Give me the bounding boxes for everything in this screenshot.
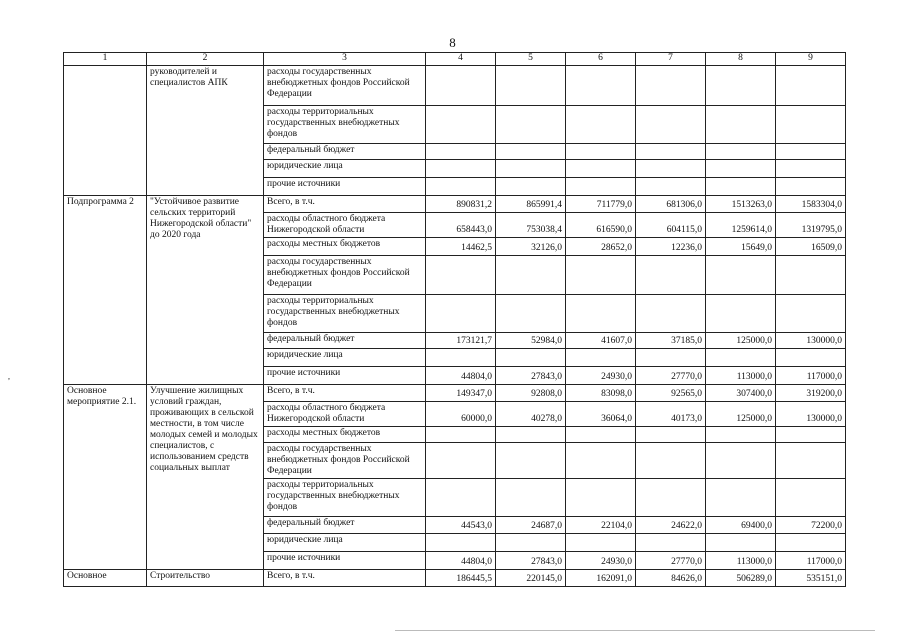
amount-cell: 173121,7 <box>426 333 496 349</box>
header-cell: 7 <box>636 53 706 66</box>
amount-cell: 307400,0 <box>706 385 776 402</box>
amount-cell: 44543,0 <box>426 517 496 534</box>
amount-cell <box>426 178 496 196</box>
program-code-cell: Основное <box>64 570 147 587</box>
funding-source-cell: прочие источники <box>264 552 426 570</box>
table-row <box>64 196 846 213</box>
amount-cell <box>496 160 566 178</box>
amount-cell: 27770,0 <box>636 552 706 570</box>
amount-cell: 69400,0 <box>706 517 776 534</box>
amount-cell <box>636 479 706 517</box>
amount-cell <box>426 534 496 552</box>
amount-cell: 22104,0 <box>566 517 636 534</box>
amount-cell: 40278,0 <box>496 402 566 427</box>
budget-table <box>63 52 846 587</box>
amount-cell <box>776 295 846 333</box>
amount-cell: 83098,0 <box>566 385 636 402</box>
amount-cell <box>636 534 706 552</box>
amount-cell: 604115,0 <box>636 213 706 238</box>
funding-source-cell: юридические лица <box>264 349 426 367</box>
amount-cell <box>426 443 496 479</box>
page-edge-line <box>395 630 875 631</box>
amount-cell <box>426 106 496 144</box>
amount-cell <box>426 295 496 333</box>
funding-source-cell: юридические лица <box>264 534 426 552</box>
amount-cell: 52984,0 <box>496 333 566 349</box>
funding-source-cell: расходы государственных внебюджетных фондов Российской Федерации <box>264 66 426 106</box>
amount-cell: 60000,0 <box>426 402 496 427</box>
amount-cell <box>776 479 846 517</box>
amount-cell: 44804,0 <box>426 367 496 385</box>
funding-source-cell: расходы государственных внебюджетных фондов Российской Федерации <box>264 443 426 479</box>
amount-cell <box>776 534 846 552</box>
header-cell: 8 <box>706 53 776 66</box>
amount-cell <box>496 295 566 333</box>
amount-cell <box>776 427 846 443</box>
amount-cell <box>566 295 636 333</box>
amount-cell: 753038,4 <box>496 213 566 238</box>
amount-cell <box>426 349 496 367</box>
funding-source-cell: расходы территориальных государственных внебюджетных фондов <box>264 106 426 144</box>
amount-cell <box>706 178 776 196</box>
funding-source-cell: юридические лица <box>264 160 426 178</box>
amount-cell: 125000,0 <box>706 333 776 349</box>
table-row <box>64 66 846 106</box>
amount-cell <box>496 106 566 144</box>
program-name-cell: Строительство <box>147 570 264 587</box>
amount-cell <box>706 106 776 144</box>
amount-cell: 92565,0 <box>636 385 706 402</box>
amount-cell <box>566 66 636 106</box>
amount-cell: 92808,0 <box>496 385 566 402</box>
amount-cell <box>706 479 776 517</box>
amount-cell: 658443,0 <box>426 213 496 238</box>
amount-cell <box>566 178 636 196</box>
amount-cell <box>706 256 776 295</box>
header-cell: 6 <box>566 53 636 66</box>
amount-cell <box>426 256 496 295</box>
amount-cell <box>636 144 706 160</box>
amount-cell: 28652,0 <box>566 238 636 256</box>
amount-cell: 15649,0 <box>706 238 776 256</box>
amount-cell: 36064,0 <box>566 402 636 427</box>
funding-source-cell: расходы местных бюджетов <box>264 238 426 256</box>
amount-cell: 117000,0 <box>776 552 846 570</box>
amount-cell <box>776 106 846 144</box>
funding-source-cell: расходы областного бюджета Нижегородской области <box>264 213 426 238</box>
program-name-cell: "Устойчивое развитие сельских территорий Нижегородской области" до 2020 года <box>147 196 264 385</box>
amount-cell: 12236,0 <box>636 238 706 256</box>
amount-cell: 506289,0 <box>706 570 776 587</box>
amount-cell: 319200,0 <box>776 385 846 402</box>
funding-source-cell: расходы областного бюджета Нижегородской области <box>264 402 426 427</box>
amount-cell <box>636 178 706 196</box>
amount-cell: 32126,0 <box>496 238 566 256</box>
amount-cell <box>776 256 846 295</box>
header-cell: 9 <box>776 53 846 66</box>
amount-cell <box>706 144 776 160</box>
amount-cell <box>426 479 496 517</box>
funding-source-cell: расходы территориальных государственных внебюджетных фондов <box>264 479 426 517</box>
page-number: 8 <box>449 35 456 50</box>
amount-cell <box>426 144 496 160</box>
amount-cell <box>566 443 636 479</box>
program-name-cell: руководителей и специалистов АПК <box>147 66 264 196</box>
amount-cell: 27770,0 <box>636 367 706 385</box>
program-code-cell: Основное мероприятие 2.1. <box>64 385 147 570</box>
amount-cell <box>706 427 776 443</box>
amount-cell <box>706 349 776 367</box>
amount-cell: 14462,5 <box>426 238 496 256</box>
amount-cell: 24622,0 <box>636 517 706 534</box>
program-name-cell: Улучшение жилищных условий граждан, проживающих в сельской местности, в том числе молодых семей и молодых специалистов, с использованием средств социальных выплат <box>147 385 264 570</box>
amount-cell <box>636 66 706 106</box>
amount-cell: 113000,0 <box>706 552 776 570</box>
amount-cell: 220145,0 <box>496 570 566 587</box>
funding-source-cell: Всего, в т.ч. <box>264 196 426 213</box>
amount-cell <box>636 443 706 479</box>
program-code-cell: Подпрограмма 2 <box>64 196 147 385</box>
amount-cell: 117000,0 <box>776 367 846 385</box>
amount-cell <box>776 443 846 479</box>
amount-cell: 16509,0 <box>776 238 846 256</box>
amount-cell: 130000,0 <box>776 333 846 349</box>
amount-cell <box>496 479 566 517</box>
amount-cell <box>776 349 846 367</box>
amount-cell: 616590,0 <box>566 213 636 238</box>
funding-source-cell: Всего, в т.ч. <box>264 570 426 587</box>
header-cell: 5 <box>496 53 566 66</box>
amount-cell: 162091,0 <box>566 570 636 587</box>
program-code-cell <box>64 66 147 196</box>
amount-cell <box>496 178 566 196</box>
amount-cell <box>636 106 706 144</box>
amount-cell <box>566 427 636 443</box>
amount-cell <box>776 178 846 196</box>
amount-cell <box>496 427 566 443</box>
header-cell: 2 <box>147 53 264 66</box>
amount-cell <box>496 256 566 295</box>
funding-source-cell: федеральный бюджет <box>264 333 426 349</box>
amount-cell <box>636 160 706 178</box>
amount-cell: 1259614,0 <box>706 213 776 238</box>
amount-cell <box>566 160 636 178</box>
amount-cell <box>496 443 566 479</box>
amount-cell <box>776 160 846 178</box>
amount-cell <box>636 349 706 367</box>
funding-source-cell: расходы государственных внебюджетных фондов Российской Федерации <box>264 256 426 295</box>
amount-cell: 37185,0 <box>636 333 706 349</box>
amount-cell: 711779,0 <box>566 196 636 213</box>
amount-cell: 27843,0 <box>496 367 566 385</box>
amount-cell: 41607,0 <box>566 333 636 349</box>
amount-cell <box>566 349 636 367</box>
amount-cell: 130000,0 <box>776 402 846 427</box>
amount-cell <box>426 160 496 178</box>
amount-cell: 535151,0 <box>776 570 846 587</box>
amount-cell <box>566 479 636 517</box>
amount-cell <box>636 295 706 333</box>
amount-cell <box>496 349 566 367</box>
amount-cell <box>706 443 776 479</box>
amount-cell: 149347,0 <box>426 385 496 402</box>
funding-source-cell: расходы местных бюджетов <box>264 427 426 443</box>
amount-cell: 681306,0 <box>636 196 706 213</box>
amount-cell <box>636 256 706 295</box>
amount-cell: 24930,0 <box>566 552 636 570</box>
funding-source-cell: расходы территориальных государственных внебюджетных фондов <box>264 295 426 333</box>
table-row <box>64 385 846 402</box>
amount-cell: 125000,0 <box>706 402 776 427</box>
amount-cell <box>706 295 776 333</box>
header-cell: 4 <box>426 53 496 66</box>
amount-cell <box>496 534 566 552</box>
funding-source-cell: федеральный бюджет <box>264 144 426 160</box>
amount-cell: 44804,0 <box>426 552 496 570</box>
amount-cell <box>566 106 636 144</box>
amount-cell: 890831,2 <box>426 196 496 213</box>
amount-cell: 186445,5 <box>426 570 496 587</box>
amount-cell: 72200,0 <box>776 517 846 534</box>
amount-cell: 24687,0 <box>496 517 566 534</box>
table-row <box>64 570 846 587</box>
amount-cell <box>706 66 776 106</box>
amount-cell: 1583304,0 <box>776 196 846 213</box>
amount-cell <box>706 534 776 552</box>
amount-cell <box>776 66 846 106</box>
amount-cell: 1319795,0 <box>776 213 846 238</box>
amount-cell <box>706 160 776 178</box>
amount-cell <box>566 144 636 160</box>
amount-cell <box>426 427 496 443</box>
amount-cell: 24930,0 <box>566 367 636 385</box>
amount-cell <box>776 144 846 160</box>
funding-source-cell: прочие источники <box>264 178 426 196</box>
header-cell: 3 <box>264 53 426 66</box>
amount-cell <box>426 66 496 106</box>
amount-cell: 1513263,0 <box>706 196 776 213</box>
amount-cell: 40173,0 <box>636 402 706 427</box>
amount-cell <box>566 534 636 552</box>
amount-cell <box>566 256 636 295</box>
amount-cell: 84626,0 <box>636 570 706 587</box>
funding-source-cell: Всего, в т.ч. <box>264 385 426 402</box>
amount-cell: 113000,0 <box>706 367 776 385</box>
amount-cell: 27843,0 <box>496 552 566 570</box>
header-cell: 1 <box>64 53 147 66</box>
header-row <box>64 53 846 66</box>
margin-mark: , <box>8 372 10 381</box>
amount-cell <box>636 427 706 443</box>
funding-source-cell: прочие источники <box>264 367 426 385</box>
funding-source-cell: федеральный бюджет <box>264 517 426 534</box>
amount-cell <box>496 66 566 106</box>
amount-cell: 865991,4 <box>496 196 566 213</box>
amount-cell <box>496 144 566 160</box>
